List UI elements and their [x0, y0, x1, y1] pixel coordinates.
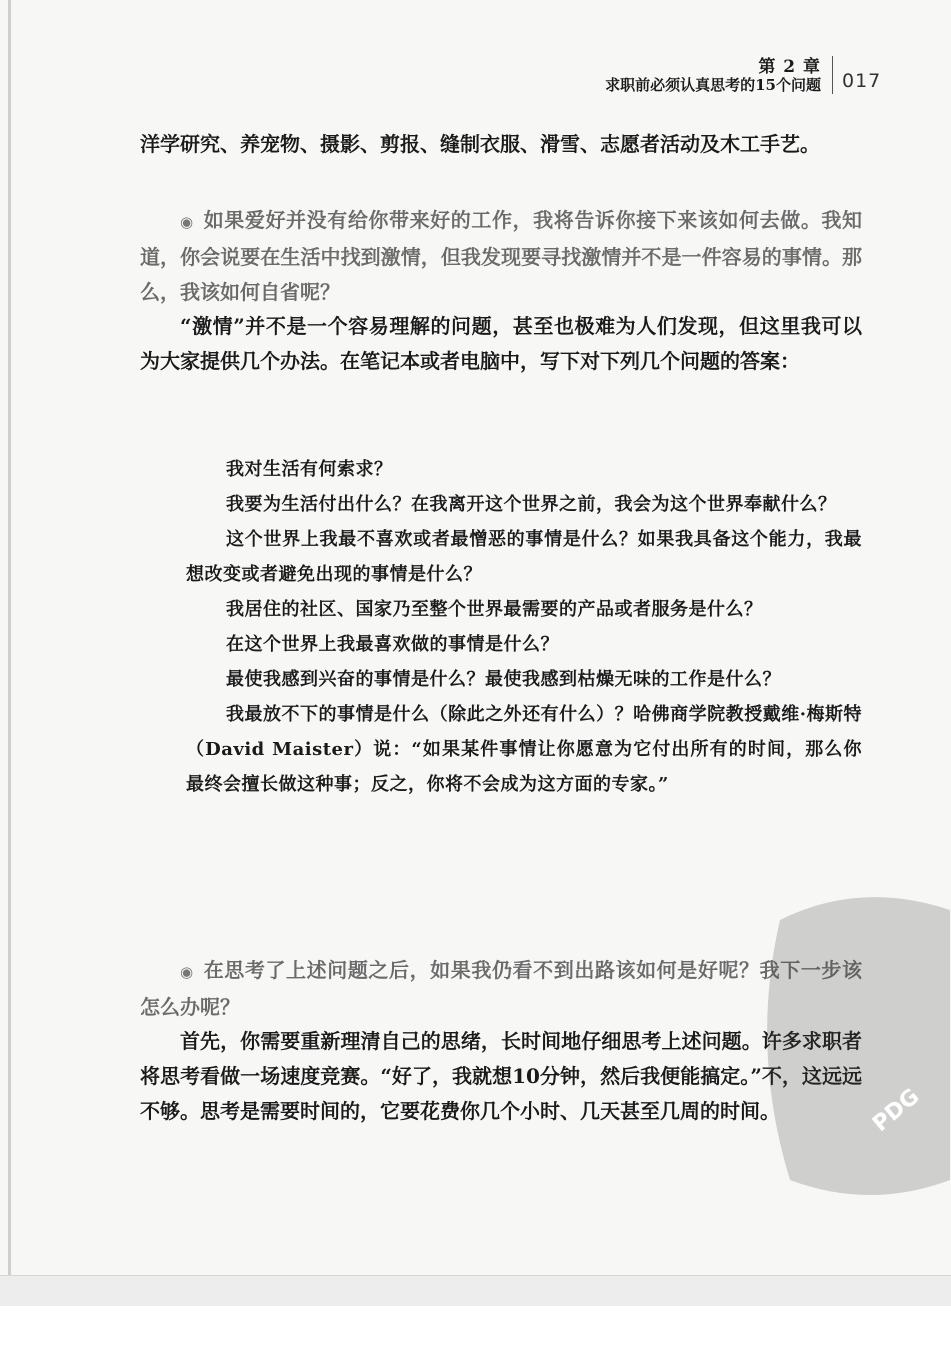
watermark-text: PDG: [868, 1084, 925, 1137]
paragraph-2: “激情”并不是一个容易理解的问题，甚至也极难为人们发现，但这里我可以为大家提供几个办法。在笔记本或者电脑中，写下对下列几个问题的答案：: [140, 314, 862, 373]
list-item: 我对生活有何索求？: [226, 459, 393, 480]
paragraph-3: 首先，你需要重新理清自己的思绪，长时间地仔细思考上述问题。许多求职者将思考看做一场速度竞赛。“好了，我就想10分钟，然后我便能搞定。”不，这远远不够。思考是需要时间的，它要花费你几个小时、几天甚至几周的时间。: [140, 1029, 862, 1123]
list-item: 在这个世界上我最喜欢做的事情是什么？: [226, 634, 559, 655]
question-2-text: 在思考了上述问题之后，如果我仍看不到出路该如何是好呢？我下一步该怎么办呢？: [140, 958, 863, 1019]
bullet-icon: ◉: [180, 963, 194, 981]
list-item: 我居住的社区、国家乃至整个世界最需要的产品或者服务是什么？: [226, 599, 763, 620]
list-item: 这个世界上我最不喜欢或者最憎恶的事情是什么？如果我具备这个能力，我最想改变或者避免出现的事情是什么？: [186, 529, 862, 585]
bullet-icon: ◉: [180, 213, 194, 231]
header-divider: [832, 56, 833, 94]
page-binding-edge: [8, 0, 11, 1275]
page-number: 017: [842, 70, 882, 92]
list-item: 我最放不下的事情是什么（除此之外还有什么）？哈佛商学院教授戴维·梅斯特（David Maister）说：“如果某件事情让你愿意为它付出所有的时间，那么你最终会擅长做这种事；反之，你将不会成为这方面的专家。”: [186, 704, 862, 795]
chapter-label: 第 2 章: [758, 57, 821, 77]
scan-bottom-margin: [0, 1275, 951, 1306]
paragraph-1: 洋学研究、养宠物、摄影、剪报、缝制衣服、滑雪、志愿者活动及木工手艺。: [140, 132, 820, 156]
question-2-block: [140, 953, 862, 1025]
question-2: [140, 953, 862, 1025]
list-item: 我要为生活付出什么？在我离开这个世界之前，我会为这个世界奉献什么？: [226, 494, 837, 515]
question-1: [140, 203, 862, 310]
paragraph-3-block: [140, 1024, 862, 1129]
question-1-block: [140, 203, 862, 310]
paragraph-1-block: [140, 127, 862, 162]
question-list: [186, 452, 862, 802]
chapter-subtitle: 求职前必须认真思考的15个问题: [605, 76, 821, 94]
list-item: 最使我感到兴奋的事情是什么？最使我感到枯燥无味的工作是什么？: [226, 669, 781, 690]
paragraph-2-block: [140, 309, 862, 379]
watermark-stamp-icon: [760, 880, 951, 1200]
question-1-text: 如果爱好并没有给你带来好的工作，我将告诉你接下来该如何去做。我知道，你会说要在生活中找到激情，但我发现要寻找激情并不是一件容易的事情。那么，我该如何自省呢？: [140, 208, 863, 304]
